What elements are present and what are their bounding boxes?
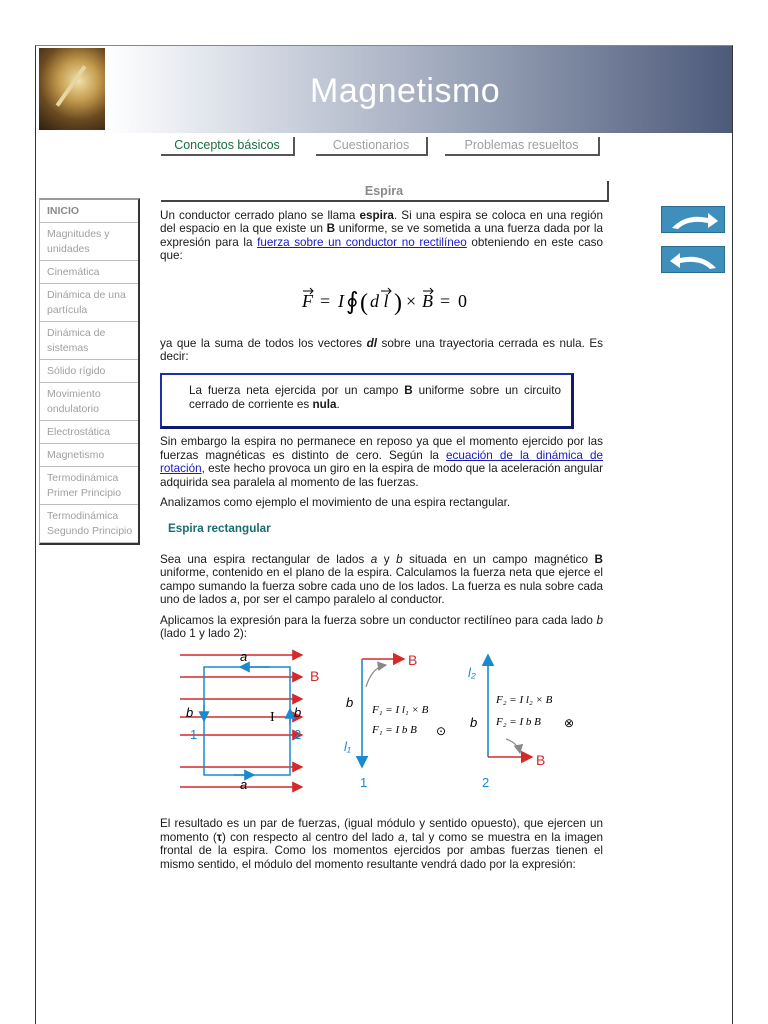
label-side-2: 2 xyxy=(294,727,302,743)
text: La fuerza neta ejercida por un campo xyxy=(189,384,405,398)
formula-f2-vector: F₂ = I l₂ × B xyxy=(496,694,553,707)
label-b-1: b xyxy=(346,695,354,711)
label-a-top: a xyxy=(240,649,248,665)
label-2: 2 xyxy=(482,775,490,791)
formula-f2-magnitude: F₂ = I b B xyxy=(496,716,541,729)
symbol-b-side: b xyxy=(596,613,603,627)
paragraph-espira-rect xyxy=(160,553,603,607)
label-l1: l₁ xyxy=(344,739,351,755)
text: ) con respecto al centro del lado xyxy=(222,830,399,844)
label-b-2: b xyxy=(470,715,478,731)
label-field-b: B xyxy=(310,668,320,685)
arrow-right-icon xyxy=(662,207,726,234)
text: . xyxy=(336,397,340,411)
paragraph-sum-dl xyxy=(160,337,603,364)
text: Sin embargo la espira no permanece en reposo ya que el momento ejercido por las fuerzas magnéticas es distinto de cero. Según la xyxy=(160,435,603,462)
text: ya que la suma de todos los vectores xyxy=(160,336,367,350)
arrow-left-icon xyxy=(662,247,726,274)
svg-text:d l: d l xyxy=(369,290,389,311)
text: situada en un campo magnético xyxy=(402,552,595,566)
label-a-bottom: a xyxy=(240,777,248,793)
sidebar-nav xyxy=(39,198,140,545)
svg-text:=: = xyxy=(439,290,450,311)
label-b-right: b xyxy=(294,705,302,721)
paragraph-momento xyxy=(160,435,603,489)
symbol-b-side: b xyxy=(396,552,403,566)
compass-logo-icon xyxy=(39,48,105,130)
text: , tal y como se muestra en la imagen frontal de la espira. Como los momentos ejercidos por ambas fuerzas tienen el mismo sentido, el módulo del momento resultante vendrá dado por la expresión: xyxy=(160,830,603,871)
label-l2: l₂ xyxy=(468,665,476,681)
text: (lado 1 y lado 2): xyxy=(160,626,248,640)
symbol-a: a xyxy=(398,830,405,844)
symbol-b: B xyxy=(326,222,336,236)
svg-text:): ) xyxy=(393,289,402,316)
sidebar-item-cinematica[interactable]: Cinemática xyxy=(40,261,138,284)
main-content xyxy=(160,209,603,878)
text: Un conductor cerrado plano se llama xyxy=(160,209,360,222)
note-box xyxy=(160,373,574,429)
symbol-b: B xyxy=(594,552,603,566)
sidebar-item-inicio[interactable]: INICIO xyxy=(40,200,138,223)
text: y xyxy=(377,552,397,566)
sidebar-item-dinamica-particula[interactable]: Dinámica de una partícula xyxy=(40,284,138,322)
diagram-svg xyxy=(160,647,600,797)
text: uniforme, se ve sometida a una fuerza dada por la expresión para la xyxy=(160,222,603,249)
sidebar-item-electrostatica[interactable]: Electrostática xyxy=(40,421,138,444)
svg-text:B: B xyxy=(421,290,433,311)
text: obteniendo en este caso que: xyxy=(160,235,603,263)
sidebar-item-solido-rigido[interactable]: Sólido rígido xyxy=(40,360,138,383)
formula-net-force xyxy=(160,283,603,316)
label-field-b-1: B xyxy=(408,652,418,669)
text: El resultado es un par de fuerzas, (igual módulo y sentido opuesto), que ejercen un momento ( xyxy=(160,817,603,844)
paragraph-resultado xyxy=(160,817,603,871)
paragraph-aplicamos xyxy=(160,614,603,641)
formula-f1-magnitude: F₁ = I b B xyxy=(372,724,417,737)
tab-cuestionarios[interactable]: Cuestionarios xyxy=(316,137,428,156)
sidebar-item-magnitudes[interactable]: Magnitudes y unidades xyxy=(40,223,138,261)
text: uniforme sobre un circuito cerrado de corriente es xyxy=(189,384,561,411)
site-title: Magnetismo xyxy=(310,72,501,110)
next-page-button[interactable] xyxy=(661,206,725,233)
sidebar-item-termo-segundo[interactable]: Termodinámica Segundo Principio xyxy=(40,505,138,543)
text: sobre una trayectoria cerrada es nula. Es decir: xyxy=(160,336,604,364)
svg-text:F: F xyxy=(301,290,313,311)
svg-text:I: I xyxy=(337,290,344,311)
text: uniforme, contenido en el plano de la espira. Calculamos la fuerza neta que ejerce el campo sumando la fuerza sobre cada uno de los lados. La fuerza es nula sobre cada uno de lados xyxy=(160,566,603,607)
paragraph-ejemplo: Analizamos como ejemplo el movimiento de una espira rectangular. xyxy=(160,496,511,510)
section-title: Espira xyxy=(161,181,609,202)
sidebar-item-magnetismo[interactable]: Magnetismo xyxy=(40,444,138,467)
into-page-icon: ⊗ xyxy=(564,716,575,731)
text: , por ser el campo paralelo al conductor. xyxy=(236,593,445,607)
link-ecuacion-rotacion[interactable]: ecuación de la dinámica de rotación xyxy=(160,448,603,476)
svg-text:∮: ∮ xyxy=(345,288,359,315)
label-current: I xyxy=(270,710,275,726)
prev-page-button[interactable] xyxy=(661,246,725,273)
label-1: 1 xyxy=(360,775,368,791)
svg-text:0: 0 xyxy=(457,290,467,311)
sidebar-item-termo-primer[interactable]: Termodinámica Primer Principio xyxy=(40,467,138,505)
svg-text:(: ( xyxy=(359,289,368,316)
link-fuerza-conductor[interactable]: fuerza sobre un conductor no rectilíneo xyxy=(257,235,467,249)
symbol-a: a xyxy=(370,552,378,566)
text: Sea una espira rectangular de lados xyxy=(160,552,371,566)
symbol-a: a xyxy=(230,593,237,607)
symbol-b: B xyxy=(404,384,413,398)
label-side-1: 1 xyxy=(190,727,198,743)
svg-text:=: = xyxy=(319,290,330,311)
term-nula: nula xyxy=(312,397,337,411)
paragraph-intro xyxy=(160,209,603,263)
out-of-page-icon: ⊙ xyxy=(436,724,447,739)
sidebar-item-dinamica-sistemas[interactable]: Dinámica de sistemas xyxy=(40,322,138,360)
text: Aplicamos la expresión para la fuerza sobre un conductor rectilíneo para cada lado xyxy=(160,613,597,627)
label-field-b-2: B xyxy=(536,752,546,769)
term-espira: espira xyxy=(359,209,394,222)
header-banner xyxy=(36,46,732,133)
svg-text:×: × xyxy=(405,290,416,311)
diagram-espira-forces xyxy=(160,647,603,797)
page-frame xyxy=(35,45,733,1024)
tab-problemas-resueltos[interactable]: Problemas resueltos xyxy=(445,137,600,156)
symbol-tau: τ xyxy=(216,830,223,844)
sidebar-item-movimiento-ondulatorio[interactable]: Movimiento ondulatorio xyxy=(40,383,138,421)
text: . Si una espira se coloca en una región del espacio en la que existe un xyxy=(160,209,603,236)
formula-f1-vector: F₁ = I l₁ × B xyxy=(372,704,429,717)
text: , este hecho provoca un giro en la espira de modo que la aceleración angular adquirida sea paralela al momento de las fuerzas. xyxy=(160,462,603,489)
label-b-left: b xyxy=(186,705,194,721)
subsection-title: Espira rectangular xyxy=(168,522,271,536)
formula-image xyxy=(282,283,482,317)
tab-conceptos-basicos[interactable]: Conceptos básicos xyxy=(161,137,295,156)
symbol-dl: dl xyxy=(366,336,377,350)
